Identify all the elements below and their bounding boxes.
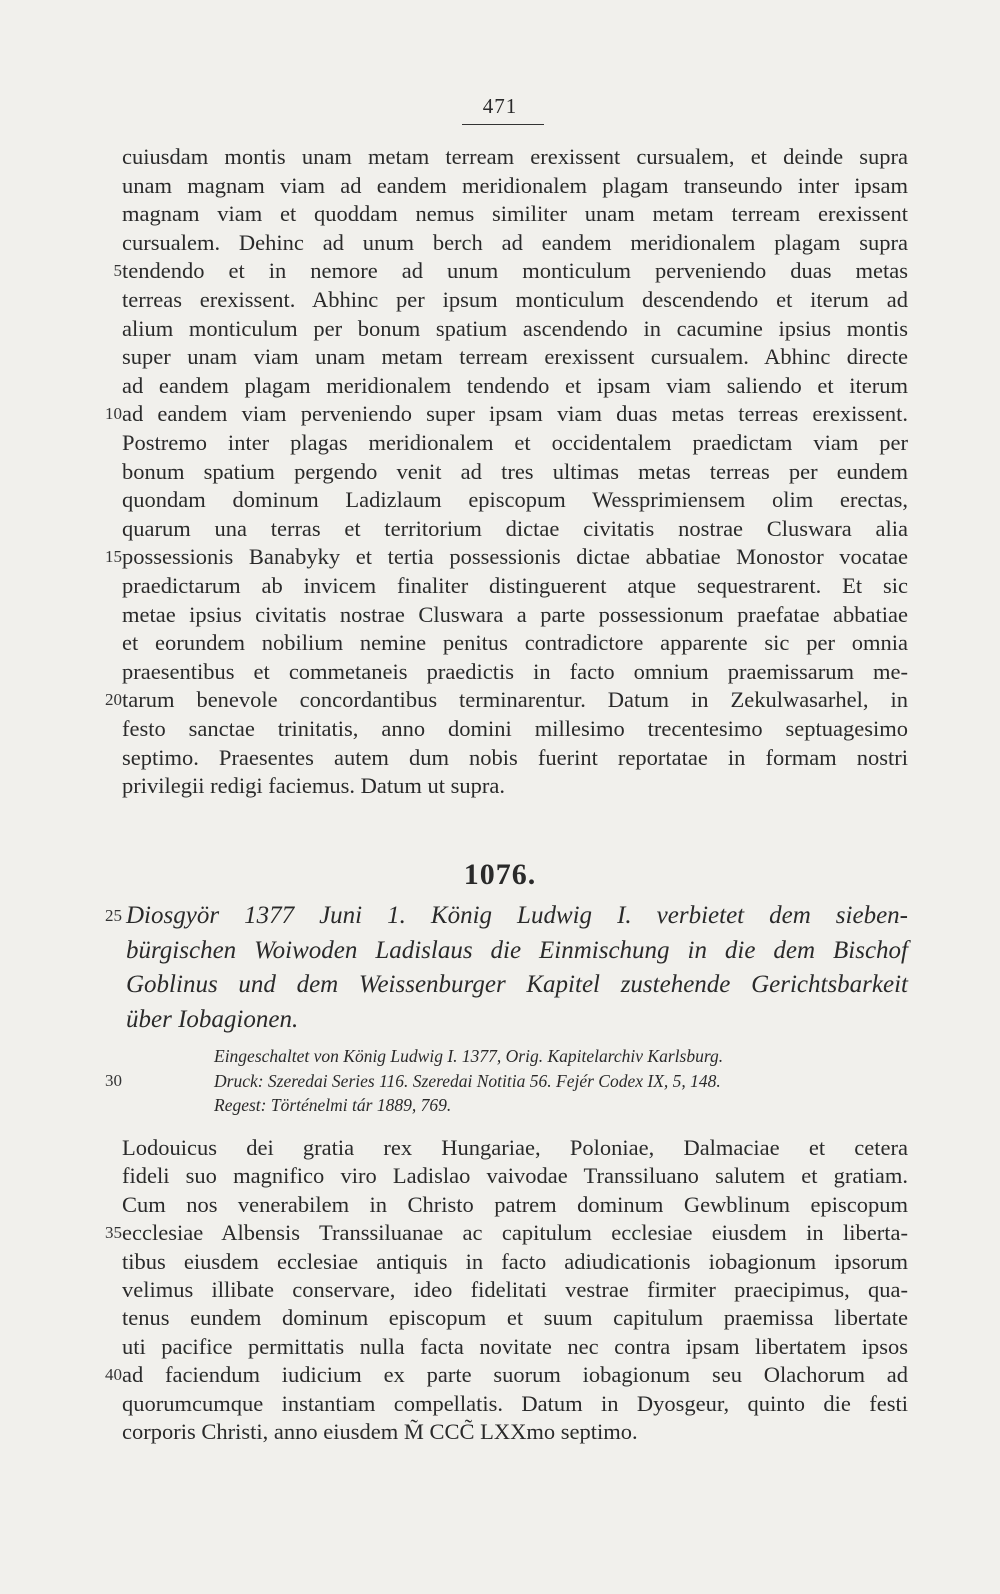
line-text: corporis Christi, anno eiusdem M̃ CCC̃ LXXmo septimo. (122, 1419, 638, 1444)
charter-line (0, 1332, 1000, 1362)
line-text: metae ipsius civitatis nostrae Cluswara a parte possessionum praefatae abbatiae (122, 601, 908, 627)
line-text: Eingeschaltet von König Ludwig I. 1377, Orig. Kapitelarchiv Karlsburg. (214, 1046, 724, 1066)
line-text: uti pacifice permittatis nulla facta novitate nec contra ipsam libertatem ipsos (122, 1333, 908, 1359)
line-number: 35 (105, 1223, 122, 1243)
text-line (0, 600, 1000, 630)
line-text: fideli suo magnifico viro Ladislao vaivodae Transsiluano salutem et gratiam. (122, 1163, 908, 1189)
line-text: cuiusdam montis unam metam terream erexissent cursualem, et deinde supra (122, 144, 908, 169)
charter-line (0, 1275, 1000, 1305)
line-text: Goblinus und dem Weissenburger Kapitel zustehende Gerichtsbarkeit (126, 971, 908, 998)
text-line (0, 199, 1000, 229)
text-line (0, 457, 1000, 487)
charter-line (0, 1133, 1000, 1163)
line-text: ad faciendum iudicium ex parte suorum iobagionum seu Olachorum ad (122, 1362, 908, 1388)
line-text: Diosgyör 1377 Juni 1. König Ludwig I. verbietet dem sieben- (126, 902, 908, 929)
line-text: tendendo et in nemore ad unum monticulum perveniendo duas metas (122, 258, 908, 284)
text-line (0, 371, 1000, 401)
text-line (0, 571, 1000, 601)
line-text: super unam viam unam metam terream erexissent cursualem. Abhinc directe (122, 344, 908, 370)
text-line (0, 657, 1000, 687)
line-text: magnam viam et quoddam nemus similiter unam metam terream erexissent (122, 201, 908, 227)
line-number: 40 (105, 1365, 122, 1385)
text-line (0, 743, 1000, 773)
line-text: praesentibus et commetaneis praedictis in facto omnium praemissarum me- (122, 658, 908, 684)
heading-line (0, 1005, 1000, 1035)
source-note-line (0, 1090, 1000, 1120)
text-line (0, 542, 1000, 572)
charter-line (0, 1389, 1000, 1419)
charter-line (0, 1303, 1000, 1333)
line-text: et eorundem nobilium nemine penitus contradictore apparente sic per omnia (122, 630, 908, 656)
line-text: Druck: Szeredai Series 116. Szeredai Notitia 56. Fejér Codex IX, 5, 148. (214, 1070, 721, 1091)
line-text: tenus eundem dominum episcopum et suum capitulum praemissa libertate (122, 1305, 908, 1331)
line-text: tibus eiusdem ecclesiae antiquis in facto adiudicationis iobagionum ipsorum (122, 1248, 908, 1274)
charter-line (0, 1247, 1000, 1277)
heading-line (0, 936, 1000, 966)
text-line (0, 771, 1000, 801)
charter-line (0, 1161, 1000, 1191)
line-text: ad eandem viam perveniendo super ipsam viam duas metas terreas erexissent. (122, 401, 908, 427)
line-number: 25 (105, 906, 122, 925)
text-line (0, 171, 1000, 201)
line-text: quarum una terras et territorium dictae civitatis nostrae Cluswara alia (122, 515, 908, 541)
line-number: 30 (105, 1070, 122, 1090)
text-line (0, 685, 1000, 715)
line-text: terreas erexissent. Abhinc per ipsum monticulum descendendo et iterum ad (122, 287, 908, 312)
text-line (0, 485, 1000, 515)
charter-line (0, 1190, 1000, 1220)
line-text: über Iobagionen. (126, 1005, 299, 1033)
line-text: Lodouicus dei gratia rex Hungariae, Poloniae, Dalmaciae et cetera (122, 1135, 908, 1160)
line-text: Postremo inter plagas meridionalem et occidentalem praedictam viam per (122, 430, 908, 455)
line-text: alium monticulum per bonum spatium ascendendo in cacumine ipsius montis (122, 315, 908, 341)
page-number: 471 (482, 94, 518, 118)
line-text: Regest: Történelmi tár 1889, 769. (214, 1095, 452, 1115)
text-line (0, 228, 1000, 258)
line-text: praedictarum ab invicem finaliter distinguerent atque sequestrarent. Et sic (122, 573, 908, 598)
heading-line (0, 901, 1000, 931)
line-text: quondam dominum Ladizlaum episcopum Wessprimiensem olim erectas, (122, 487, 908, 513)
charter-line (0, 1417, 1000, 1447)
line-text: festo sanctae trinitatis, anno domini millesimo trecentesimo septuagesimo (122, 716, 908, 741)
line-text: bonum spatium pergendo venit ad tres ultimas metas terreas per eundem (122, 458, 908, 484)
line-number: 15 (105, 547, 122, 567)
text-line (0, 256, 1000, 286)
line-text: septimo. Praesentes autem dum nobis fuerint reportatae in formam nostri (122, 744, 908, 770)
text-line (0, 285, 1000, 315)
line-text: cursualem. Dehinc ad unum berch ad eandem meridionalem plagam supra (122, 229, 908, 255)
text-line (0, 314, 1000, 344)
heading-line (0, 970, 1000, 1000)
charter-line (0, 1218, 1000, 1248)
text-line (0, 342, 1000, 372)
line-number: 20 (105, 690, 122, 710)
line-text: ecclesiae Albensis Transsiluanae ac capitulum ecclesiae eiusdem in liberta- (122, 1220, 908, 1246)
text-line (0, 142, 1000, 172)
line-text: Cum nos venerabilem in Christo patrem dominum Gewblinum episcopum (122, 1191, 908, 1217)
text-line (0, 628, 1000, 658)
text-line (0, 428, 1000, 458)
line-text: ad eandem plagam meridionalem tendendo et ipsam viam saliendo et iterum (122, 372, 908, 398)
line-number: 10 (105, 404, 122, 424)
line-number: 5 (113, 261, 122, 281)
text-line (0, 714, 1000, 744)
line-text: possessionis Banabyky et tertia possessionis dictae abbatiae Monostor vocatae (122, 544, 908, 570)
text-line (0, 514, 1000, 544)
line-text: unam magnam viam ad eandem meridionalem plagam transeundo inter ipsam (122, 172, 908, 198)
line-text: quorumcumque instantiam compellatis. Datum in Dyosgeur, quinto die festi (122, 1390, 908, 1416)
page-number-rule (462, 124, 544, 125)
line-text: bürgischen Woiwoden Ladislaus die Einmischung in die dem Bischof (126, 936, 908, 964)
text-line (0, 399, 1000, 429)
line-text: tarum benevole concordantibus terminarentur. Datum in Zekulwasarhel, in (122, 687, 908, 713)
document-number: 1076. (463, 858, 537, 891)
line-text: velimus illibate conservare, ideo fidelitati vestrae firmiter praecipimus, qua- (122, 1277, 908, 1302)
charter-line (0, 1360, 1000, 1390)
line-text: privilegii redigi faciemus. Datum ut supra. (122, 773, 506, 799)
